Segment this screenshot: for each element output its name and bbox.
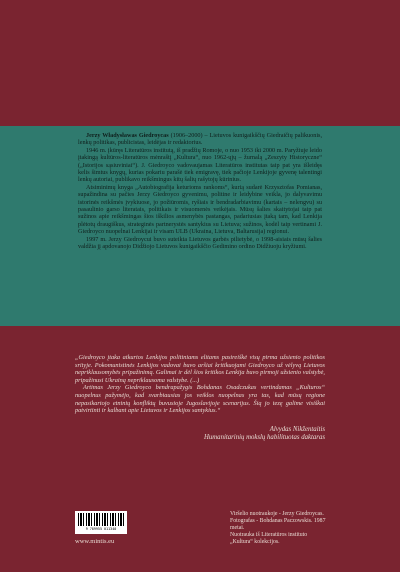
biography-panel [0, 126, 400, 326]
credit-line: Fotografas - Bohdanas Paczowskis. 1987 metai. [230, 518, 326, 531]
photo-credits [230, 511, 330, 546]
bio-paragraph-2: 1946 m. įkūręs Literatūros institutą, iš pradžių Romoje, o nuo 1953 iki 2000 m. Paryžiuje leido įtakingą kultūros-literatūros mėnraštį „Kultura“, nuo 1962-ųjų – žurnalą „Zeszyty Historyczne“ („Istorijos sąsiuviniai“). J. Giedroyco vadovaujamas Literatūros institutas taip pat yra išleidęs kelis šimtus knygų, kurias pokariu parašė tiek emigravę, tiek pačioje Lenkijoje gyvenę talentingi lenkų autoriai, publikavo reikšmingus kitų šalių rašytojų kūrinius. [78, 146, 322, 184]
top-band [0, 0, 400, 126]
isbn-barcode [75, 511, 127, 534]
barcode-bars [78, 513, 124, 526]
author-name: Jerzy Władysławas Giedroycas [86, 132, 169, 139]
quote-author-title: Humanitarinių mokslų habilituotas daktaras [203, 433, 325, 441]
credit-line: Nuotrauka iš Literatūros instituto „Kultura“ kolekcijos. [230, 532, 308, 545]
barcode-digits: 9 789955 011340 [85, 527, 117, 531]
credit-line: Viršelio nuotraukoje - Jerzy Giedroycas. [230, 511, 324, 517]
quote-author-name: Alvydas Nikžentaitis [269, 425, 325, 433]
quote-paragraph-2: Artimas Jerzy Giedroyco bendrapažygis Bohdanas Osadczukas vertindamas „Kulturos“ nuopelnus pažymėjo, kad svarbiausias jos veiklos nuopelnas yra tas, kad mūsų regione nepasikartojo etninių konfliktų buvusioje Jugoslavijoje scenarijus. Šią jo tezę galime visiškai patvirtinti ir kalbant apie Lietuvos ir Lenkijos santykius.“ [75, 384, 325, 415]
quote-panel [0, 326, 400, 572]
bio-paragraph-1: Jerzy Władysławas Giedroycas (1906–2000) – Lietuvos kunigaikščių Giedraičių palikuonis, lenkų politikas, publicistas, leidėjas ir redaktorius. [78, 132, 322, 147]
bio-paragraph-4: 1997 m. Jerzy Giedroycui buvo suteikta Lietuvos garbės pilietybė, o 1998-aisiais mūsų šalies valdžia jį apdovanojo Didžiojo Lietuvos kunigaikščio Gedimino ordino Didžiuoju kryžiumi. [78, 235, 322, 251]
bio-paragraph-3: Atsiminimų knyga „Autobiografija keturioms rankoms“, kurią sudarė Krzysztofas Pomianas, supažindina su pačies Jerzy Giedroyco gyvenimu, politine ir leidybine veikla, jo dalyvavimu istorinės reikšmės įvykiuose, jo požiūromis, ryšiais ir bendradarbiavimu (kartais – nelengvu) su pasaulinio garso literatais, politikais ir visuomenės veikėjais. Mūsų šalies skaitytojai taip pat sužinos apie reikšmingas šios iškilios asmenybės pastangas, padariusias įtaką tam, kad Lenkija plėtotų draugiškus, strateginės partnerystės santykius su Lietuva; sužinos, kodėl taip vertinami J. Giedroyco nuopelnai Lenkijai ir visam ULB (Ukraina, Lietuva, Baltarusija) regionui. [78, 183, 322, 236]
quote-paragraph-1: „Giedroyco įtaka atkurtos Lenkijos politiniams elitams pasireiškė visų pirma užsienio politikos srityje. Pokomunistinės Lenkijos vadovai buvo aršiai kritikuojami Giedroyco už vėlyvą Lietuvos nepriklausomybės pripažinimą. Galimai ir dėl šios kritikos Lenkija buvo pirmoji užsienio valstybė, pripažinusi Ukrainą nepriklausoma valstybe. (...) [75, 354, 325, 384]
quote-signature [75, 426, 325, 442]
publisher-website[interactable]: www.mintis.eu [75, 538, 115, 545]
